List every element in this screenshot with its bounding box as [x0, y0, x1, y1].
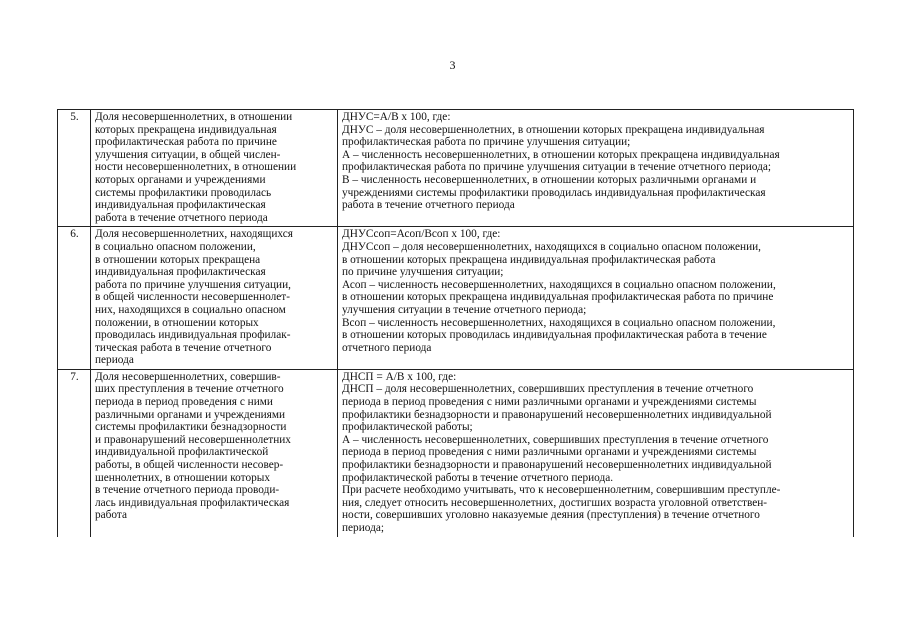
- formula-line: по причине улучшения ситуации;: [342, 266, 504, 279]
- indicator-name-line: индивидуальная профилактическая: [95, 199, 266, 212]
- formula-line: учреждениями системы профилактики проводилась индивидуальная профилактическая: [342, 186, 766, 199]
- formula-line: отчетного периода: [342, 341, 432, 354]
- formula-line: При расчете необходимо учитывать, что к несовершеннолетним, совершившим преступле-: [342, 484, 781, 497]
- formula-line: в отношении которых прекращена индивидуальная профилактическая работа: [342, 253, 716, 266]
- formula-line: периода;: [342, 522, 384, 534]
- table-body: [58, 110, 854, 537]
- indicator-name-line: работа в течение отчетного периода: [95, 211, 268, 224]
- indicator-name-line: работа по причине улучшения ситуации,: [95, 278, 291, 291]
- indicator-name-line: которых прекращена индивидуальная: [95, 123, 277, 136]
- indicator-name-line: различными органами и учреждениями: [95, 408, 286, 421]
- indicator-name-line: Доля несовершеннолетних, находящихся: [95, 228, 293, 241]
- formula-line: профилактики безнадзорности и правонарушений несовершеннолетних индивидуальной: [342, 408, 772, 421]
- row-number: 7.: [58, 369, 91, 536]
- table-row: [58, 110, 854, 227]
- indicator-name-line: положении, в отношении которых: [95, 316, 259, 329]
- indicator-name-cell: [91, 110, 338, 227]
- formula-line: ДНУСсоп=Асоп/Всоп х 100, где:: [342, 228, 501, 241]
- formula-line: ДНУС – доля несовершеннолетних, в отношении которых прекращена индивидуальная: [342, 123, 765, 136]
- formula-line: ДНСП = А/В х 100, где:: [342, 370, 457, 383]
- formula-line: ности, совершивших уголовно наказуемые деяния (преступления) в течение отчетного: [342, 509, 760, 522]
- formula-line: Асоп – численность несовершеннолетних, находящихся в социально опасном положении,: [342, 278, 776, 291]
- formula-cell: [338, 369, 854, 536]
- indicator-name-line: системы профилактики проводилась: [95, 186, 272, 199]
- formula-line: в отношении которых проводилась индивидуальная профилактическая работа в течение: [342, 329, 767, 342]
- table-row: [58, 227, 854, 370]
- formula-line: А – численность несовершеннолетних, совершивших преступления в течение отчетного: [342, 433, 769, 446]
- indicator-name-line: ших преступления в течение отчетного: [95, 383, 284, 396]
- indicator-name-line: лась индивидуальная профилактическая: [95, 496, 290, 509]
- indicator-name-line: ности несовершеннолетних, в отношении: [95, 161, 297, 174]
- formula-line: ния, следует относить несовершеннолетних, достигших возраста уголовной ответствен-: [342, 496, 768, 509]
- row-number: 6.: [58, 227, 91, 370]
- indicator-name-cell: [91, 227, 338, 370]
- indicator-name-cell: [91, 369, 338, 536]
- indicator-name-line: Доля несовершеннолетних, совершив-: [95, 370, 281, 383]
- page-number: 3: [449, 58, 456, 72]
- indicator-name-line: периода в период проведения с ними: [95, 396, 273, 409]
- row-number: 5.: [58, 110, 91, 227]
- formula-line: профилактики безнадзорности и правонарушений несовершеннолетних индивидуальной: [342, 459, 772, 472]
- formula-line: профилактической работы в течение отчетного периода.: [342, 471, 614, 484]
- formula-cell: [338, 110, 854, 227]
- indicator-name-line: и правонарушений несовершеннолетних: [95, 433, 291, 446]
- formula-line: профилактическая работа по причине улучшения ситуации в течение отчетного периода;: [342, 161, 771, 174]
- indicator-name-line: шеннолетних, в отношении которых: [95, 471, 270, 484]
- indicator-name-line: в социально опасном положении,: [95, 240, 256, 253]
- indicator-table: [57, 109, 854, 537]
- indicator-name-line: профилактическая работа по причине: [95, 136, 277, 149]
- formula-line: в отношении которых прекращена индивидуальная профилактическая работа по причине: [342, 291, 774, 304]
- formula-line: профилактической работы;: [342, 421, 473, 434]
- indicator-name-line: в отношении которых прекращена: [95, 253, 261, 266]
- indicator-name-line: них, находящихся в социально опасном: [95, 303, 286, 316]
- indicator-name-line: системы профилактики безнадзорности: [95, 421, 287, 434]
- formula-line: Всоп – численность несовершеннолетних, находящихся в социально опасном положении,: [342, 316, 776, 329]
- indicator-name-line: работа: [95, 509, 127, 522]
- table-row: [58, 369, 854, 536]
- indicator-name-line: индивидуальной профилактической: [95, 446, 269, 459]
- indicator-name-line: периода: [95, 354, 134, 367]
- formula-line: ДНСП – доля несовершеннолетних, совершивших преступления в течение отчетного: [342, 383, 754, 396]
- formula-line: В – численность несовершеннолетних, в отношении которых различными органами и: [342, 173, 757, 186]
- formula-line: А – численность несовершеннолетних, в отношении которых прекращена индивидуальная: [342, 148, 780, 161]
- indicator-name-line: тическая работа в течение отчетного: [95, 341, 272, 354]
- formula-line: улучшения ситуации в течение отчетного периода;: [342, 303, 587, 316]
- indicator-name-line: которых органами и учреждениями: [95, 173, 266, 186]
- formula-line: работа в течение отчетного периода: [342, 199, 515, 212]
- indicator-name-line: работы, в общей численности несовер-: [95, 459, 284, 472]
- formula-line: ДНУСсоп – доля несовершеннолетних, находящихся в социально опасном положении,: [342, 240, 761, 253]
- indicator-name-line: индивидуальная профилактическая: [95, 266, 266, 279]
- formula-line: профилактическая работа по причине улучшения ситуации;: [342, 136, 631, 149]
- formula-line: периода в период проведения с ними различными органами и учреждениями системы: [342, 396, 757, 409]
- indicator-name-line: проводилась индивидуальная профилак-: [95, 329, 291, 342]
- indicator-name-line: Доля несовершеннолетних, в отношении: [95, 111, 293, 123]
- indicator-name-line: улучшения ситуации, в общей числен-: [95, 148, 281, 161]
- indicator-name-line: в общей численности несовершеннолет-: [95, 291, 290, 304]
- formula-line: периода в период проведения с ними различными органами и учреждениями системы: [342, 446, 757, 459]
- indicator-name-line: в течение отчетного периода проводи-: [95, 484, 280, 497]
- formula-cell: [338, 227, 854, 370]
- formula-line: ДНУС=А/В х 100, где:: [342, 111, 451, 123]
